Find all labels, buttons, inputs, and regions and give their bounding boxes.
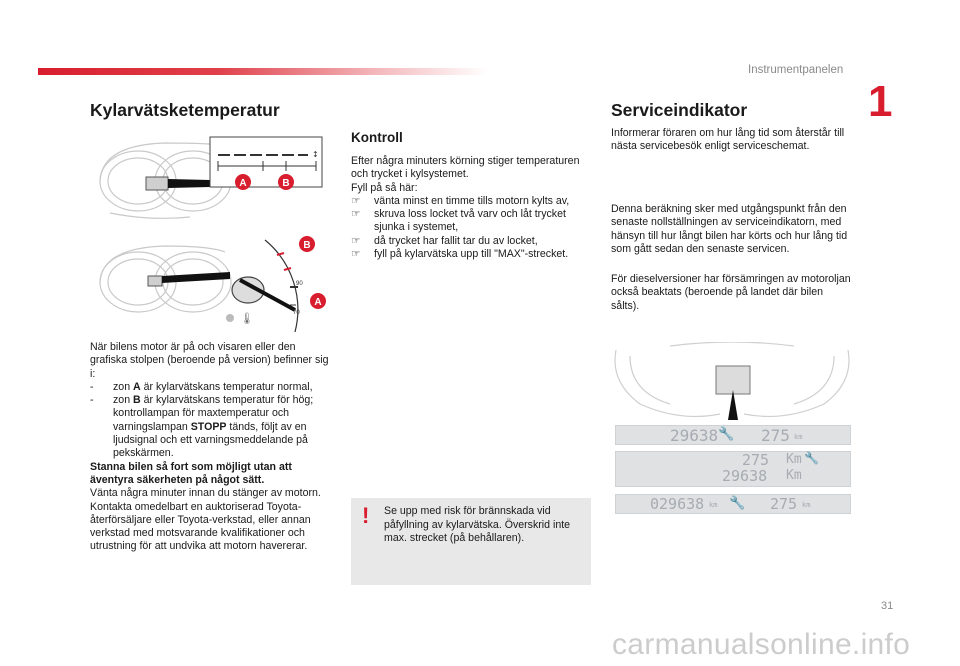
fill-label: Fyll på så här:	[351, 181, 418, 194]
callout-a-top: A	[239, 178, 247, 189]
header-accent-bar	[38, 68, 488, 75]
page-number: 31	[881, 600, 894, 612]
coolant-temp-icon: 🌡	[240, 312, 254, 325]
display-1-service-km: 275	[761, 426, 790, 445]
display-3-service-km: 275	[770, 495, 798, 513]
cluster-illustration-gauge	[90, 232, 330, 338]
callout-b-top: B	[282, 178, 290, 189]
list-item: ☞ skruva loss locket två varv och låt trycket sjunka i systemet,	[351, 208, 566, 234]
pointer-icon: ☞	[351, 248, 361, 261]
watermark: carmanualsonline.info	[612, 628, 911, 661]
service-para-3: För dieselversioner har försämringen av motoroljan också beaktats (beroende på landet där bilen sålts).	[611, 273, 851, 312]
cluster-illustration-bar	[90, 135, 328, 227]
service-para-1: Informerar föraren om hur lång tid som återstår till nästa servicebesök enligt serviceschemat.	[611, 127, 845, 153]
section-heading-check: Kontroll	[351, 130, 403, 145]
service-display-2	[615, 451, 851, 487]
callout-a-gauge: A	[314, 297, 322, 308]
contact-text: Kontakta omedelbart en auktoriserad Toyota-återförsäljare eller Toyota-verkstad, eller annan verkstad med motsvarande kvalifikationer och utrustning för att undvika att motorn havererar.	[90, 500, 311, 553]
check-text-block	[351, 155, 591, 261]
wrench-icon: 🔧	[729, 495, 746, 510]
chapter-number: 1	[868, 77, 893, 126]
warning-icon: !	[362, 503, 370, 528]
section-heading-coolant: Kylarvätsketemperatur	[90, 100, 280, 120]
display-2-odometer: 29638	[722, 467, 768, 485]
service-display-3	[615, 494, 851, 514]
pointer-icon: ☞	[351, 194, 361, 207]
display-3-unit-odo: km	[709, 501, 718, 509]
display-2-unit-top: Km	[786, 452, 802, 467]
svg-text:↕: ↕	[312, 150, 319, 159]
burn-warning-text: Se upp med risk för brännskada vid påfyllning av kylarvätska. Överskrid inte max. strecket (på behållaren).	[384, 505, 571, 544]
service-cluster-illustration	[610, 342, 854, 424]
chapter-title: Instrumentpanelen	[748, 64, 844, 76]
wrench-icon: 🔧	[718, 426, 735, 441]
service-display-1	[615, 425, 851, 445]
wait-text: Vänta några minuter innan du stänger av motorn.	[90, 487, 321, 500]
list-item: - zon B är kylarvätskans temperatur för hög; kontrollampan för maxtemperatur och varningslampan STOPP tänds, följt av en ljudsignal och ett varningsmeddelande på pekskärmen.	[90, 394, 314, 460]
gauge-label-90: 90	[296, 281, 303, 287]
list-item: - zon A är kylarvätskans temperatur normal,	[90, 380, 313, 393]
coolant-text-block	[90, 341, 330, 554]
display-1-unit: km	[794, 433, 803, 441]
gauge-label-70: 70	[293, 310, 300, 316]
stop-warning-text: Stanna bilen så fort som möjligt utan att äventyra säkerheten på något sätt.	[90, 460, 292, 486]
wrench-icon: 🔧	[804, 451, 819, 465]
list-item: ☞ fyll på kylarvätska upp till "MAX"-strecket.	[351, 248, 569, 261]
callout-b-gauge: B	[303, 240, 311, 251]
display-2-service-km: 275	[742, 451, 770, 469]
coolant-intro: När bilens motor är på och visaren eller den grafiska stolpen (beroende på version) befinner sig i:	[90, 341, 329, 380]
display-3-odometer: 029638	[650, 495, 705, 513]
service-para-2: Denna beräkning sker med utgångspunkt från den senaste nollställningen av serviceindikatorn, med hänsyn till hur långt bilen har körts och hur lång tid som gått sedan den senaste servicen.	[611, 203, 848, 255]
display-3-unit-service: km	[802, 501, 811, 509]
check-intro: Efter några minuters körning stiger temperaturen och trycket i kylsystemet.	[351, 155, 580, 181]
list-item: ☞ vänta minst en timme tills motorn kylts av,	[351, 194, 570, 207]
section-heading-service: Serviceindikator	[611, 100, 748, 120]
display-2-unit-bottom: Km	[786, 468, 802, 483]
display-1-odometer: 29638	[670, 426, 719, 445]
list-item: ☞ då trycket har fallit tar du av locket,	[351, 234, 538, 247]
pointer-icon: ☞	[351, 234, 361, 247]
pointer-icon: ☞	[351, 208, 361, 221]
